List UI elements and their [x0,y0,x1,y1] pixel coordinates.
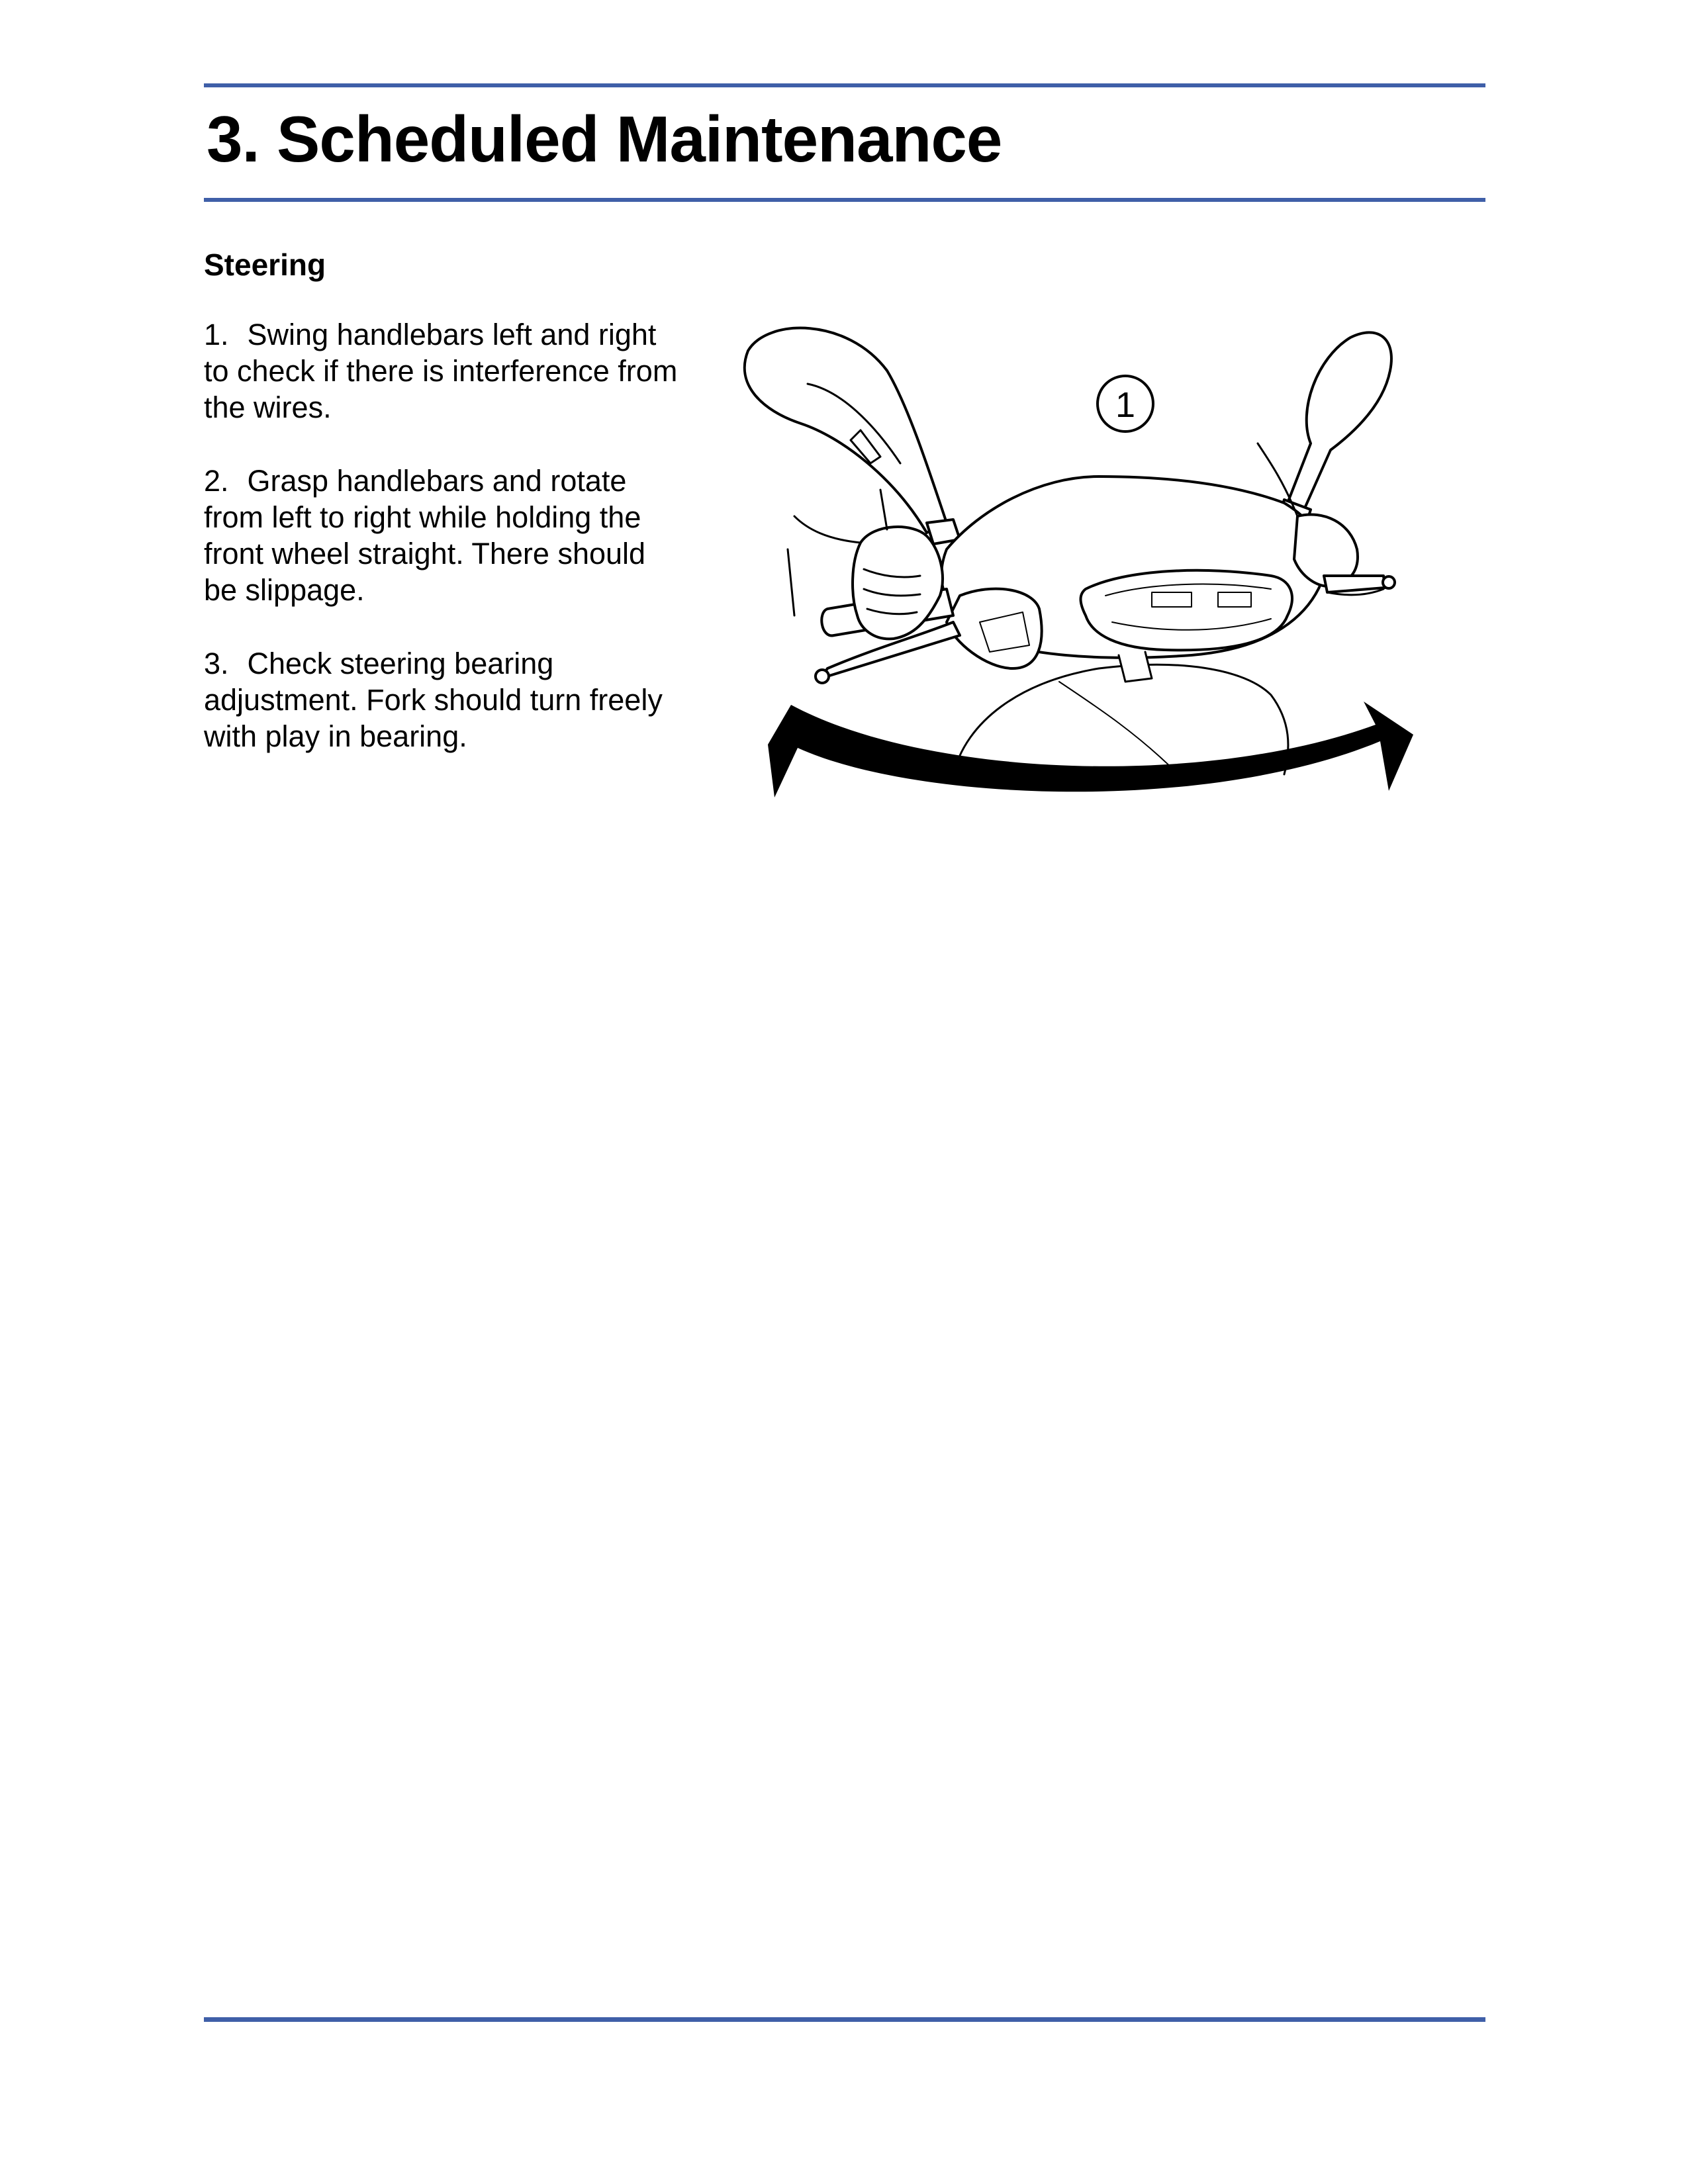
page-title: 3. Scheduled Maintenance [207,103,1002,175]
section-heading: Steering [204,248,326,282]
header-rule-top [204,83,1485,87]
callout-number: 1 [1115,385,1136,425]
step-number: 2. [204,464,229,498]
step-text: Grasp handlebars and rotate from left to right while holding the front wheel straight. There should be slippage. [204,464,646,607]
rotation-arrow-icon [768,702,1413,797]
step-item [204,316,680,426]
step-number: 3. [204,647,229,680]
left-mirror [745,328,947,533]
steps-list [204,316,680,792]
step-text: Swing handlebars left and right to check if there is interference from the wires. [204,318,678,424]
right-grip [1324,576,1385,592]
step-number: 1. [204,318,229,351]
handlebar-drawing [728,311,1443,841]
footer-rule [204,2017,1485,2022]
header-rule-bottom [204,198,1485,202]
headlight [1081,570,1292,651]
right-mirror [1288,332,1391,510]
left-hand [853,527,943,639]
left-turn-signal [947,589,1042,668]
step-text: Check steering bearing adjustment. Fork should turn freely with play in bearing. [204,647,663,753]
steering-illustration [728,311,1443,841]
step-item [204,463,680,608]
step-item [204,645,680,754]
